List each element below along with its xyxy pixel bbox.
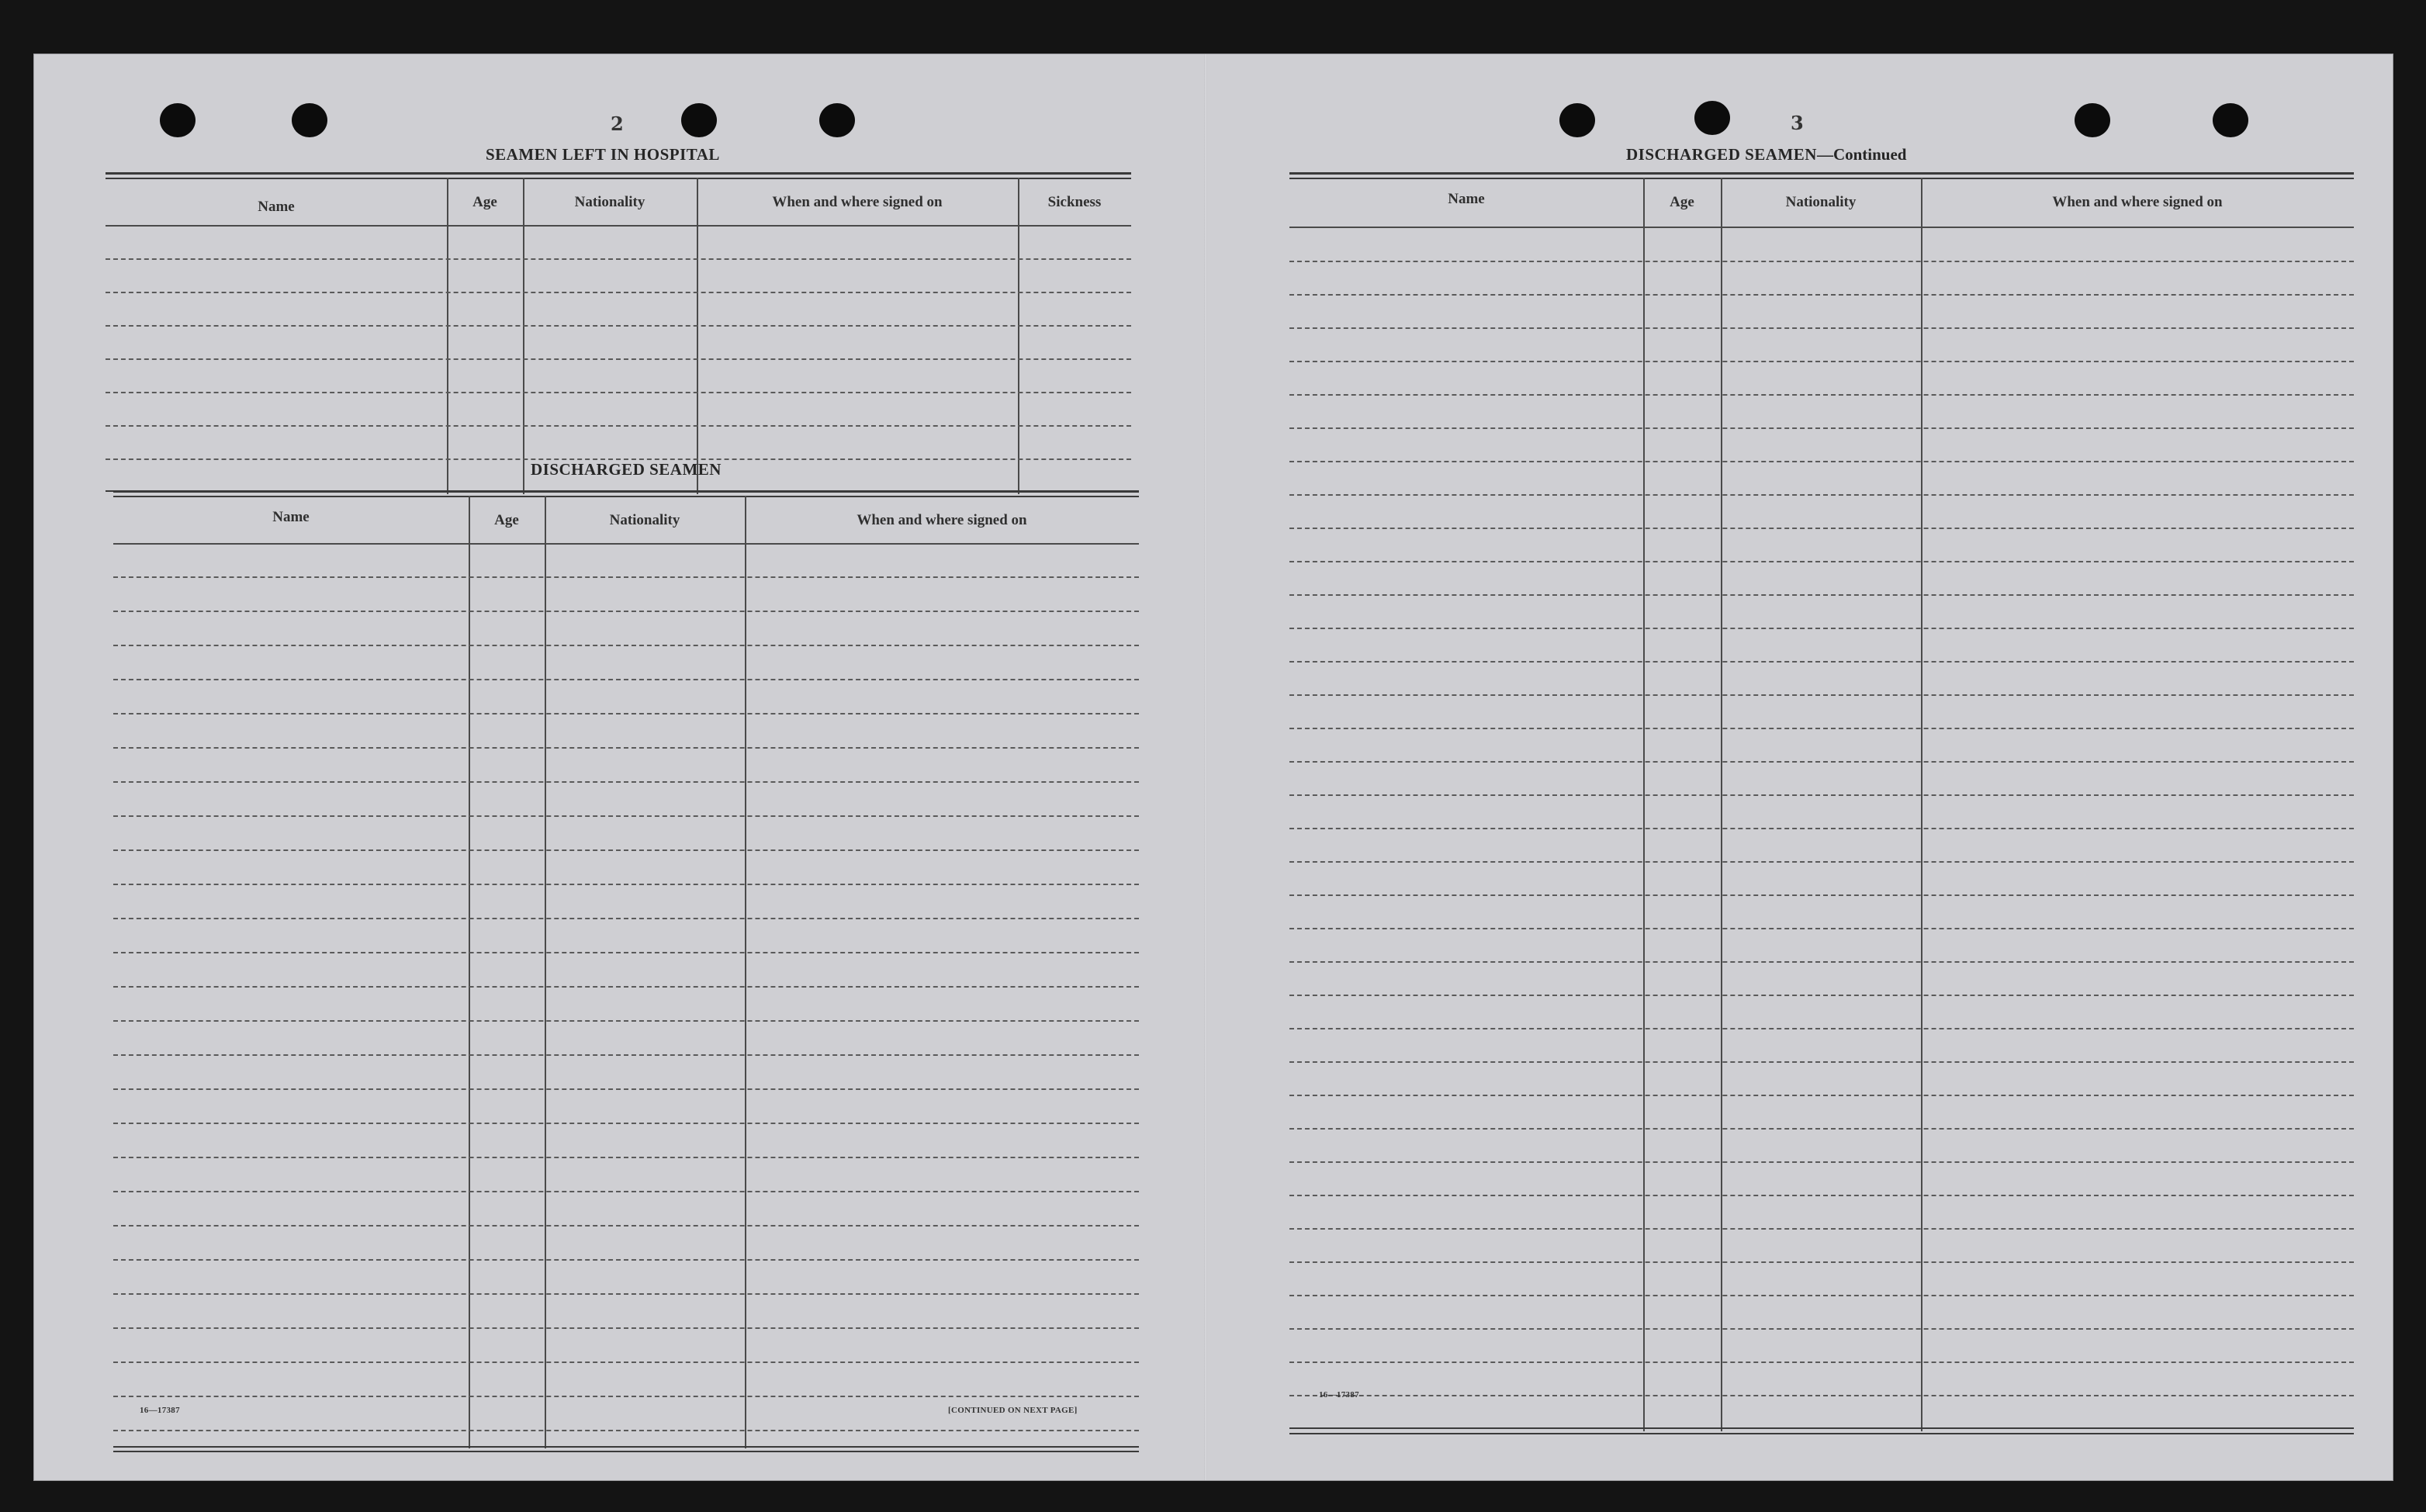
punch-hole bbox=[2075, 103, 2110, 137]
table-row bbox=[1289, 794, 2354, 796]
table-row bbox=[113, 918, 1139, 919]
punch-hole bbox=[681, 103, 717, 137]
column-header-when-where: When and where signed on bbox=[857, 512, 1027, 528]
table-row bbox=[1289, 1195, 2354, 1196]
table-row bbox=[113, 1054, 1139, 1056]
table-row bbox=[1289, 761, 2354, 763]
table-row bbox=[106, 292, 1131, 293]
column-header-nationality: Nationality bbox=[609, 512, 680, 528]
table-row bbox=[1289, 728, 2354, 729]
table-row bbox=[1289, 995, 2354, 996]
table-row bbox=[1289, 694, 2354, 696]
column-header-name: Name bbox=[258, 199, 295, 215]
table-row bbox=[106, 358, 1131, 360]
table-row bbox=[1289, 1361, 2354, 1363]
table-row bbox=[1289, 361, 2354, 362]
table-row bbox=[113, 815, 1139, 817]
table-row bbox=[1289, 1228, 2354, 1230]
column-header-age: Age bbox=[494, 512, 519, 528]
table-row bbox=[1289, 861, 2354, 863]
table-row bbox=[1289, 1295, 2354, 1296]
table-row bbox=[113, 986, 1139, 988]
table-row bbox=[113, 1430, 1139, 1431]
table-row bbox=[113, 884, 1139, 885]
table-row bbox=[113, 1191, 1139, 1192]
table-row bbox=[113, 747, 1139, 749]
table-row bbox=[113, 1123, 1139, 1124]
discharged-continued-table bbox=[1289, 172, 2354, 1435]
table-row bbox=[1289, 961, 2354, 963]
column-header-when-where: When and where signed on bbox=[2052, 194, 2223, 210]
title-text: DISCHARGED SEAMEN bbox=[1626, 145, 1817, 164]
page-number: 3 bbox=[1791, 112, 1804, 134]
table-row bbox=[113, 849, 1139, 851]
form-code: 16—17387 bbox=[140, 1406, 180, 1415]
punch-hole bbox=[160, 103, 196, 137]
table-row bbox=[113, 679, 1139, 680]
table-row bbox=[1289, 1128, 2354, 1130]
table-row bbox=[113, 611, 1139, 612]
table-row bbox=[1289, 1095, 2354, 1096]
table-row bbox=[1289, 1395, 2354, 1396]
page-number: 2 bbox=[611, 112, 624, 135]
table-row bbox=[1289, 494, 2354, 496]
table-row bbox=[1289, 1028, 2354, 1029]
table-row bbox=[113, 1327, 1139, 1329]
table-row bbox=[106, 425, 1131, 427]
table-row bbox=[113, 1020, 1139, 1022]
column-header-name: Name bbox=[272, 509, 310, 525]
table-row bbox=[106, 392, 1131, 393]
continued-note: [CONTINUED ON NEXT PAGE] bbox=[948, 1406, 1078, 1415]
table-row bbox=[113, 1157, 1139, 1158]
table-row bbox=[113, 1088, 1139, 1090]
punch-hole bbox=[819, 103, 855, 137]
document-sheet bbox=[34, 54, 2393, 1480]
table-row bbox=[106, 325, 1131, 327]
form-code: 16—17387 bbox=[1319, 1390, 1359, 1400]
table-row bbox=[1289, 594, 2354, 596]
table-row bbox=[113, 1293, 1139, 1295]
table-row bbox=[1289, 1261, 2354, 1263]
discharged-continued-title bbox=[1626, 145, 1906, 164]
discharged-table-title: DISCHARGED SEAMEN bbox=[531, 460, 722, 479]
table-row bbox=[113, 645, 1139, 646]
table-row bbox=[1289, 828, 2354, 829]
punch-hole bbox=[1559, 103, 1595, 137]
column-header-name: Name bbox=[1448, 191, 1485, 207]
table-row bbox=[1289, 561, 2354, 562]
hospital-table bbox=[106, 172, 1131, 494]
table-row bbox=[1289, 894, 2354, 896]
column-header-nationality: Nationality bbox=[574, 194, 645, 210]
table-row bbox=[113, 1225, 1139, 1227]
table-row bbox=[113, 576, 1139, 578]
punch-hole bbox=[2213, 103, 2248, 137]
table-row bbox=[113, 713, 1139, 714]
table-row bbox=[113, 952, 1139, 953]
table-row bbox=[1289, 461, 2354, 462]
table-row bbox=[1289, 528, 2354, 529]
table-row bbox=[1289, 661, 2354, 663]
page-fold bbox=[1204, 54, 1207, 1480]
table-row bbox=[1289, 261, 2354, 262]
table-row bbox=[113, 1361, 1139, 1363]
table-row bbox=[113, 781, 1139, 783]
column-header-age: Age bbox=[472, 194, 497, 210]
table-row bbox=[113, 1259, 1139, 1261]
punch-hole bbox=[1694, 101, 1730, 135]
table-row bbox=[113, 1396, 1139, 1397]
column-header-when-where: When and where signed on bbox=[772, 194, 943, 210]
column-header-sickness: Sickness bbox=[1047, 194, 1102, 210]
hospital-table-title: SEAMEN LEFT IN HOSPITAL bbox=[486, 145, 720, 164]
table-row bbox=[1289, 427, 2354, 429]
table-row bbox=[1289, 928, 2354, 929]
punch-hole bbox=[292, 103, 327, 137]
table-row bbox=[1289, 1161, 2354, 1163]
table-row bbox=[1289, 1328, 2354, 1330]
title-suffix: —Continued bbox=[1816, 145, 1907, 164]
column-header-age: Age bbox=[1670, 194, 1694, 210]
table-row bbox=[1289, 628, 2354, 629]
table-row bbox=[1289, 327, 2354, 329]
table-row bbox=[106, 258, 1131, 260]
discharged-table bbox=[113, 490, 1139, 1452]
column-header-nationality: Nationality bbox=[1785, 194, 1857, 210]
table-row bbox=[1289, 394, 2354, 396]
table-row bbox=[1289, 294, 2354, 296]
table-row bbox=[1289, 1061, 2354, 1063]
